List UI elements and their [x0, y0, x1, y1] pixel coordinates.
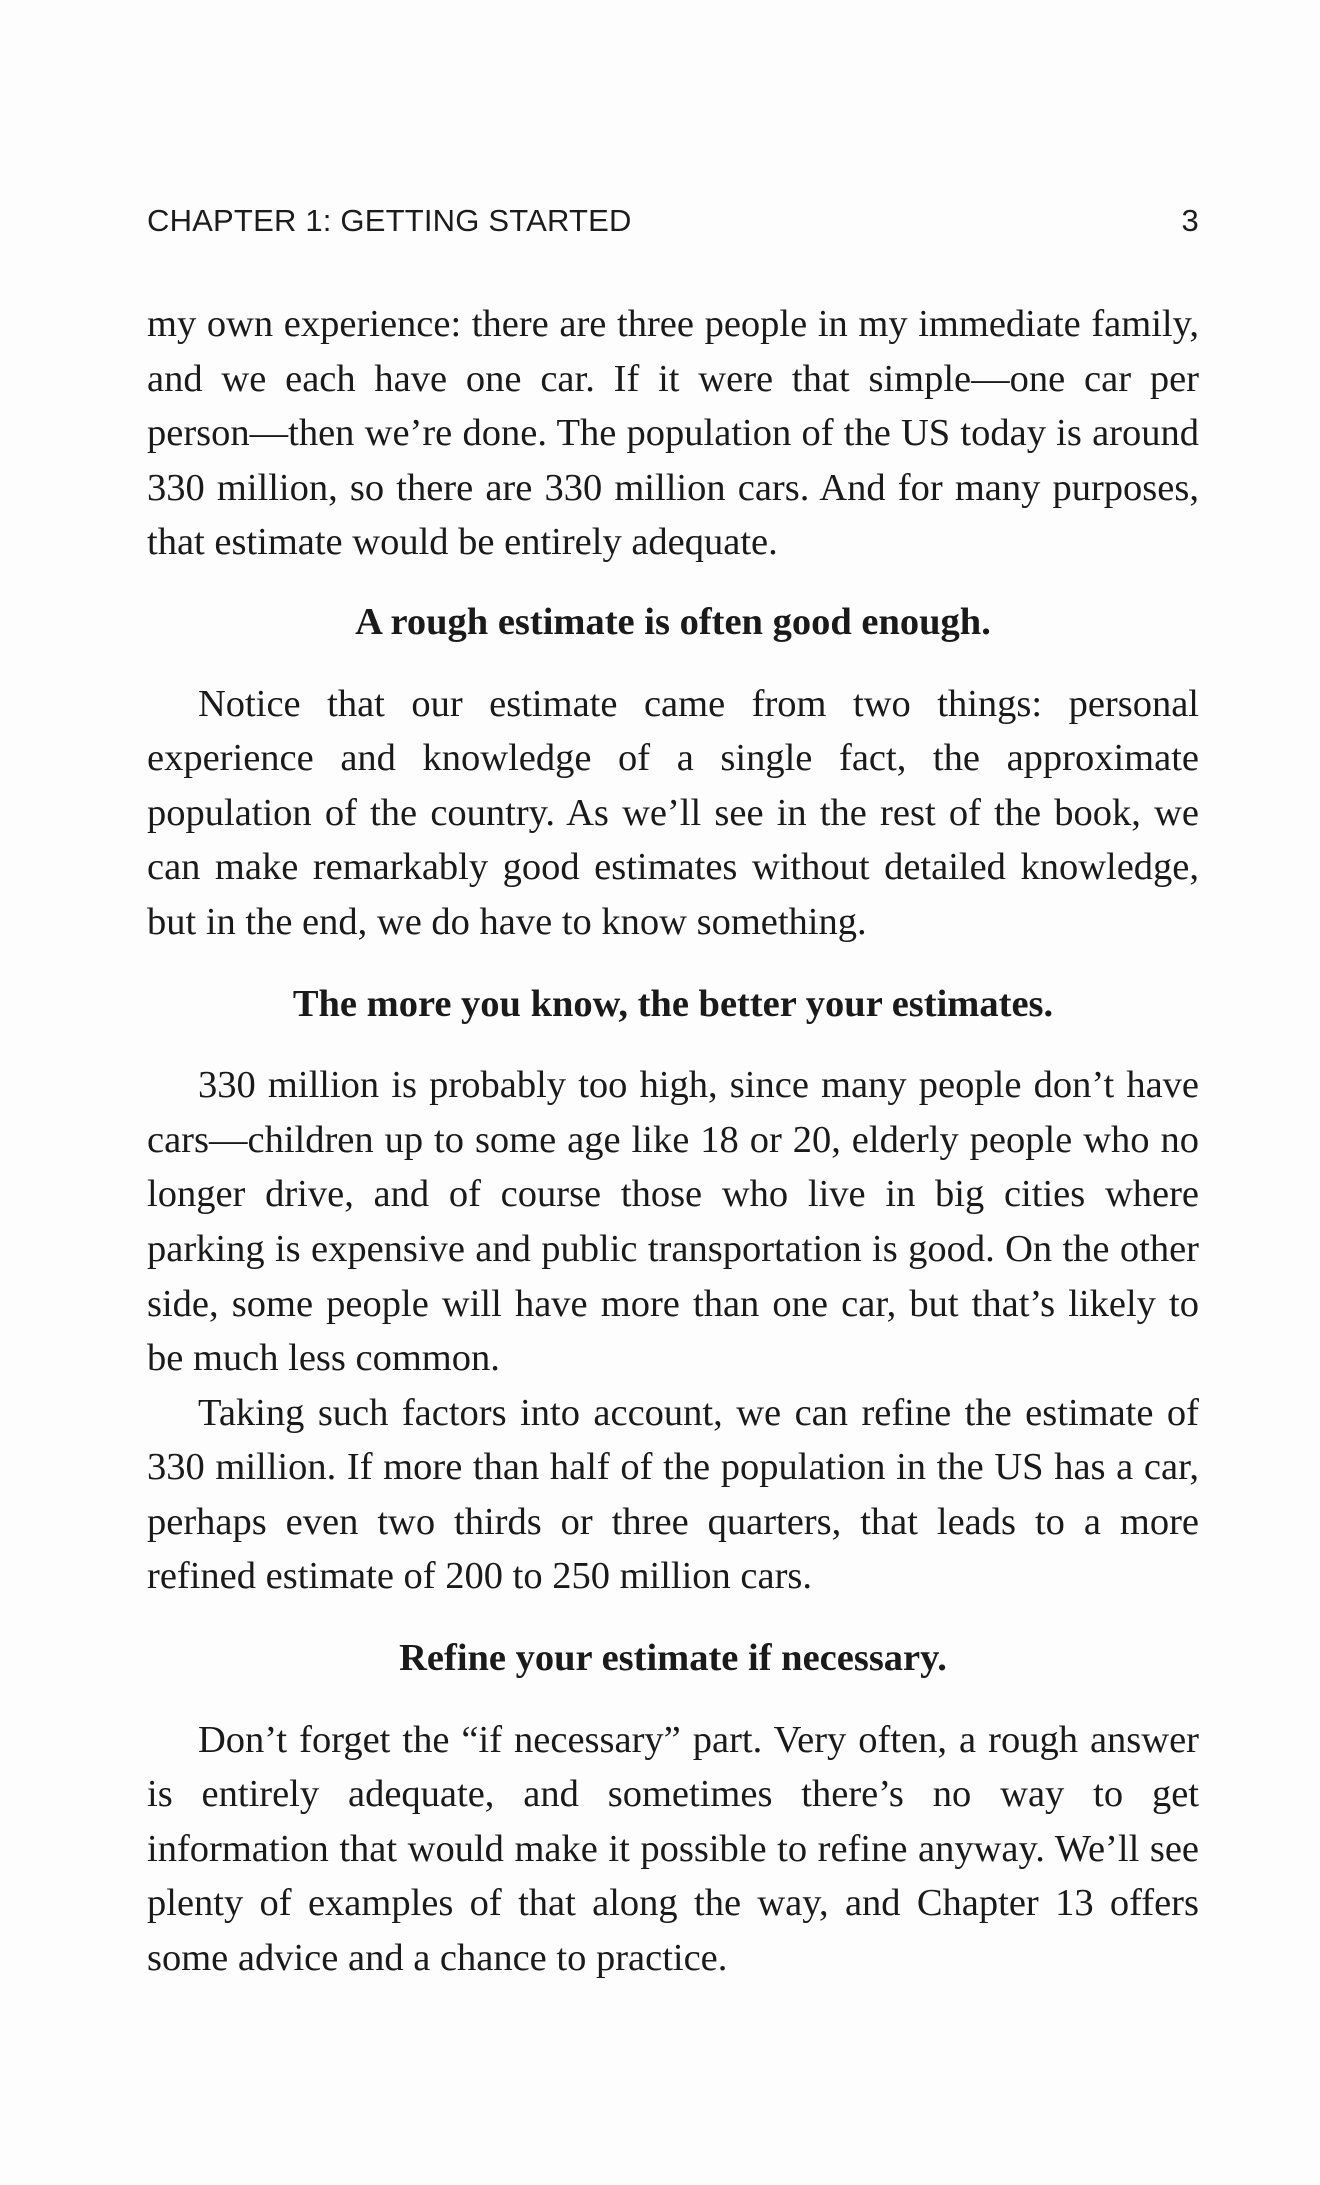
- body-text: [147, 297, 1199, 1986]
- maxim-more-you-know: The more you know, the better your estimates.: [292, 982, 1054, 1025]
- page-number: 3: [1181, 203, 1199, 238]
- paragraph-if-necessary: Don’t forget the “if necessary” part. Very often, a rough answer is entirely adequate, and sometimes there’s no way to get information that would make it possible to refine anyway. We’ll see plenty of examples of that along the way, and Chapter 13 offers some advice and a chance to practice.: [147, 1718, 1199, 1980]
- maxim-refine-estimate: Refine your estimate if necessary.: [399, 1637, 947, 1680]
- maxim-rough-estimate: A rough estimate is often good enough.: [355, 600, 991, 643]
- paragraph-notice: Notice that our estimate came from two things: personal experience and knowledge of a single fact, the approximate population of the country. As we’ll see in the rest of the book, we can make remarkably good estimates without detailed knowledge, but in the end, we do have to know something.: [147, 682, 1199, 943]
- paragraph-continuation: my own experience: there are three people in my immediate family, and we each have one car. If it were that simple—one car per person—then we’re done. The population of the US today is around 330 million, so there are 330 million cars. And for many purposes, that estimate would be entirely adequate.: [147, 303, 1199, 564]
- chapter-title: CHAPTER 1: GETTING STARTED: [147, 203, 632, 238]
- paragraph-too-high: 330 million is probably too high, since many people don’t have cars—children up to some age like 18 or 20, elderly people who no longer drive, and of course those who live in big cities where parking is expensive and public transportation is good. On the other side, some people will have more than one car, but that’s likely to be much less common.: [147, 1064, 1199, 1380]
- running-head: [147, 203, 1199, 239]
- paragraph-refine: Taking such factors into account, we can refine the estimate of 330 million. If more than half of the population in the US has a car, perhaps even two thirds or three quarters, that leads to a more refined estimate of 200 to 250 million cars.: [147, 1391, 1199, 1598]
